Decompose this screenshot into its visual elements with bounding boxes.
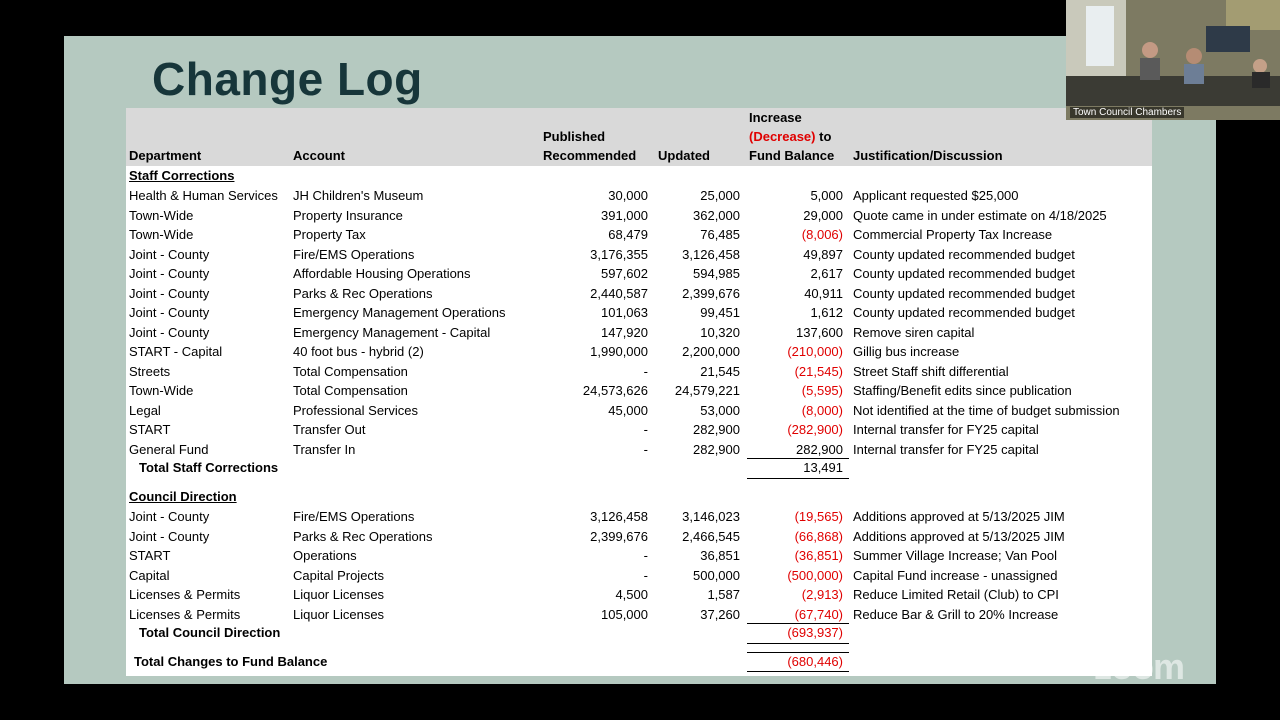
staff-row-change: 282,900 (796, 441, 843, 457)
council-row-justification: Summer Village Increase; Van Pool (853, 548, 1058, 563)
council-subtotal-line (747, 623, 849, 624)
staff-row-published: 2,440,587 (590, 285, 648, 301)
council-subtotal-underline (747, 643, 849, 644)
staff-row-account: Transfer Out (293, 422, 366, 437)
staff-row-account: Property Insurance (293, 207, 403, 223)
staff-row-department: Streets (129, 363, 171, 379)
staff-row-published: 101,063 (601, 305, 648, 320)
council-row-published: 105,000 (601, 606, 648, 622)
council-row-department: Capital (129, 567, 170, 583)
subtotal-underline (747, 478, 849, 479)
staff-row-change: 29,000 (803, 207, 843, 223)
staff-row-department: General Fund (129, 441, 209, 457)
staff-row-updated: 282,900 (693, 441, 740, 457)
zoom-watermark: zoom (1094, 646, 1184, 687)
staff-row-justification: Staffing/Benefit edits since publication (853, 383, 1072, 398)
staff-row-justification: Gillig bus increase (853, 344, 960, 359)
staff-row-justification: Commercial Property Tax Increase (853, 227, 1053, 242)
staff-row-updated: 25,000 (700, 188, 740, 203)
council-row-updated: 1,587 (707, 587, 740, 602)
council-row-justification: Additions approved at 5/13/2025 JIM (853, 509, 1065, 524)
staff-row-account: JH Children's Museum (293, 188, 424, 203)
staff-row-justification: County updated recommended budget (853, 285, 1075, 301)
staff-row-account: Property Tax (293, 227, 366, 242)
council-row-published: 4,500 (615, 587, 648, 602)
staff-row-updated: 2,200,000 (682, 344, 740, 359)
header-to: to (815, 129, 832, 144)
council-row-account: Fire/EMS Operations (293, 509, 415, 524)
council-row-justification: Capital Fund increase - unassigned (853, 567, 1058, 583)
council-row-updated: 2,466,545 (682, 528, 740, 544)
staff-row-updated: 10,320 (700, 324, 740, 340)
staff-row-updated: 362,000 (693, 207, 740, 223)
video-label: Town Council Chambers (1070, 107, 1184, 118)
staff-row-department: Joint - County (129, 324, 210, 340)
staff-row-justification: Internal transfer for FY25 capital (853, 422, 1039, 437)
staff-row-account: Professional Services (293, 402, 418, 418)
staff-row-updated: 53,000 (700, 402, 740, 418)
staff-row-change: 2,617 (810, 266, 843, 281)
staff-row-account: 40 foot bus - hybrid (2) (293, 344, 424, 359)
council-row-change: (67,740) (794, 606, 843, 622)
staff-row-justification: Quote came in under estimate on 4/18/2025 (853, 207, 1107, 223)
staff-row-department: Legal (129, 402, 161, 418)
staff-row-published: 30,000 (608, 188, 648, 203)
staff-row-justification: Applicant requested $25,000 (853, 188, 1019, 203)
council-row-account: Capital Projects (293, 567, 385, 583)
staff-row-published: - (643, 441, 648, 457)
council-row-published: - (643, 548, 648, 563)
staff-row-account: Emergency Management Operations (293, 305, 506, 320)
header-account: Account (293, 148, 345, 163)
council-row-change: (500,000) (787, 567, 843, 583)
staff-row-change: (5,595) (801, 383, 843, 398)
staff-row-change: 137,600 (796, 324, 843, 340)
header-decrease: (Decrease) (749, 129, 816, 144)
staff-row-department: Town-Wide (129, 383, 194, 398)
council-row-published: 2,399,676 (590, 528, 648, 544)
staff-row-change: (8,006) (801, 227, 843, 242)
staff-row-account: Total Compensation (293, 363, 408, 379)
grand-total-label: Total Changes to Fund Balance (134, 654, 328, 669)
council-row-updated: 36,851 (700, 548, 740, 563)
council-row-change: (2,913) (801, 587, 843, 602)
staff-row-department: START (129, 422, 171, 437)
staff-row-change: 49,897 (803, 246, 843, 262)
council-row-account: Liquor Licenses (293, 606, 385, 622)
staff-row-account: Affordable Housing Operations (293, 266, 471, 281)
staff-row-justification: Not identified at the time of budget submission (853, 402, 1120, 418)
staff-row-change: (8,000) (801, 402, 843, 418)
grand-total-value: (680,446) (787, 654, 843, 669)
staff-row-change: (21,545) (794, 363, 843, 379)
staff-row-account: Emergency Management - Capital (293, 324, 491, 340)
staff-row-updated: 3,126,458 (682, 246, 740, 262)
staff-row-updated: 24,579,221 (674, 383, 740, 398)
staff-row-published: 147,920 (601, 324, 648, 340)
staff-row-published: 24,573,626 (582, 383, 648, 398)
council-total-value: (693,937) (787, 625, 843, 640)
staff-total-value: 13,491 (803, 460, 843, 475)
header-recommended: Recommended (543, 148, 637, 163)
presentation-slide (64, 36, 1216, 684)
section-council-direction: Council Direction (129, 489, 237, 504)
staff-row-account: Fire/EMS Operations (293, 246, 415, 262)
council-row-department: Joint - County (129, 509, 210, 524)
staff-row-department: Joint - County (129, 246, 210, 262)
staff-row-change: 1,612 (810, 305, 843, 320)
staff-row-updated: 2,399,676 (682, 285, 740, 301)
council-total-label: Total Council Direction (139, 625, 281, 640)
council-row-account: Operations (293, 548, 357, 563)
council-row-account: Parks & Rec Operations (293, 528, 433, 544)
grand-total-underline (747, 671, 849, 672)
council-row-account: Liquor Licenses (293, 587, 385, 602)
staff-row-department: Joint - County (129, 266, 210, 281)
council-row-updated: 500,000 (693, 567, 740, 583)
header-published: Published (543, 129, 606, 144)
staff-row-justification: Remove siren capital (853, 324, 975, 340)
staff-row-justification: Street Staff shift differential (853, 363, 1009, 379)
staff-row-justification: County updated recommended budget (853, 246, 1075, 262)
staff-row-department: Health & Human Services (129, 188, 278, 203)
staff-row-updated: 282,900 (693, 422, 740, 437)
change-log-table (126, 108, 1152, 676)
staff-row-updated: 76,485 (700, 227, 740, 242)
council-row-published: - (643, 567, 648, 583)
staff-row-published: 45,000 (608, 402, 648, 418)
council-row-change: (66,868) (794, 528, 843, 544)
council-row-department: Joint - County (129, 528, 210, 544)
staff-row-account: Total Compensation (293, 383, 408, 398)
council-row-justification: Reduce Bar & Grill to 20% Increase (853, 606, 1059, 622)
video-feed-icon (1066, 0, 1280, 120)
staff-row-change: (210,000) (787, 344, 843, 359)
council-row-justification: Reduce Limited Retail (Club) to CPI (853, 587, 1059, 602)
staff-row-published: - (643, 363, 648, 379)
council-row-department: Licenses & Permits (129, 587, 241, 602)
council-row-change: (36,851) (794, 548, 843, 563)
staff-row-department: START - Capital (129, 344, 223, 359)
council-row-updated: 3,146,023 (682, 509, 740, 524)
staff-row-updated: 594,985 (693, 266, 740, 281)
staff-row-published: 1,990,000 (590, 344, 648, 359)
staff-row-change: (282,900) (787, 422, 843, 437)
staff-row-department: Joint - County (129, 285, 210, 301)
staff-row-published: 3,176,355 (590, 246, 648, 262)
subtotal-line (747, 458, 849, 459)
staff-row-updated: 99,451 (700, 305, 740, 320)
council-row-updated: 37,260 (700, 606, 740, 622)
staff-row-department: Town-Wide (129, 227, 194, 242)
header-increase: Increase (749, 110, 802, 125)
header-updated: Updated (658, 148, 710, 163)
header-decrease-to (749, 129, 831, 145)
staff-row-department: Joint - County (129, 305, 210, 320)
staff-row-change: 40,911 (804, 285, 843, 301)
staff-row-published: 597,602 (601, 266, 648, 281)
header-department: Department (129, 148, 202, 163)
council-row-department: Licenses & Permits (129, 606, 241, 622)
grand-total-line (747, 652, 849, 653)
slide-title: Change Log (152, 53, 423, 105)
staff-row-updated: 21,545 (700, 363, 740, 379)
council-row-change: (19,565) (794, 509, 843, 524)
staff-row-published: 391,000 (601, 207, 648, 223)
staff-row-change: 5,000 (810, 188, 843, 203)
staff-row-justification: Internal transfer for FY25 capital (853, 441, 1039, 457)
header-fund-balance: Fund Balance (749, 148, 835, 163)
staff-row-published: 68,479 (608, 227, 648, 242)
staff-row-justification: County updated recommended budget (853, 305, 1075, 320)
staff-row-account: Transfer In (293, 441, 356, 457)
staff-row-account: Parks & Rec Operations (293, 285, 433, 301)
council-row-published: 3,126,458 (590, 509, 648, 524)
section-staff-corrections: Staff Corrections (129, 168, 235, 183)
council-row-department: START (129, 548, 171, 563)
header-justification: Justification/Discussion (853, 148, 1003, 163)
staff-row-department: Town-Wide (129, 207, 194, 223)
staff-row-published: - (643, 422, 648, 437)
staff-row-justification: County updated recommended budget (853, 266, 1075, 281)
council-row-justification: Additions approved at 5/13/2025 JIM (853, 528, 1065, 544)
participant-video-thumbnail[interactable] (1066, 0, 1280, 120)
staff-total-label: Total Staff Corrections (139, 460, 279, 475)
